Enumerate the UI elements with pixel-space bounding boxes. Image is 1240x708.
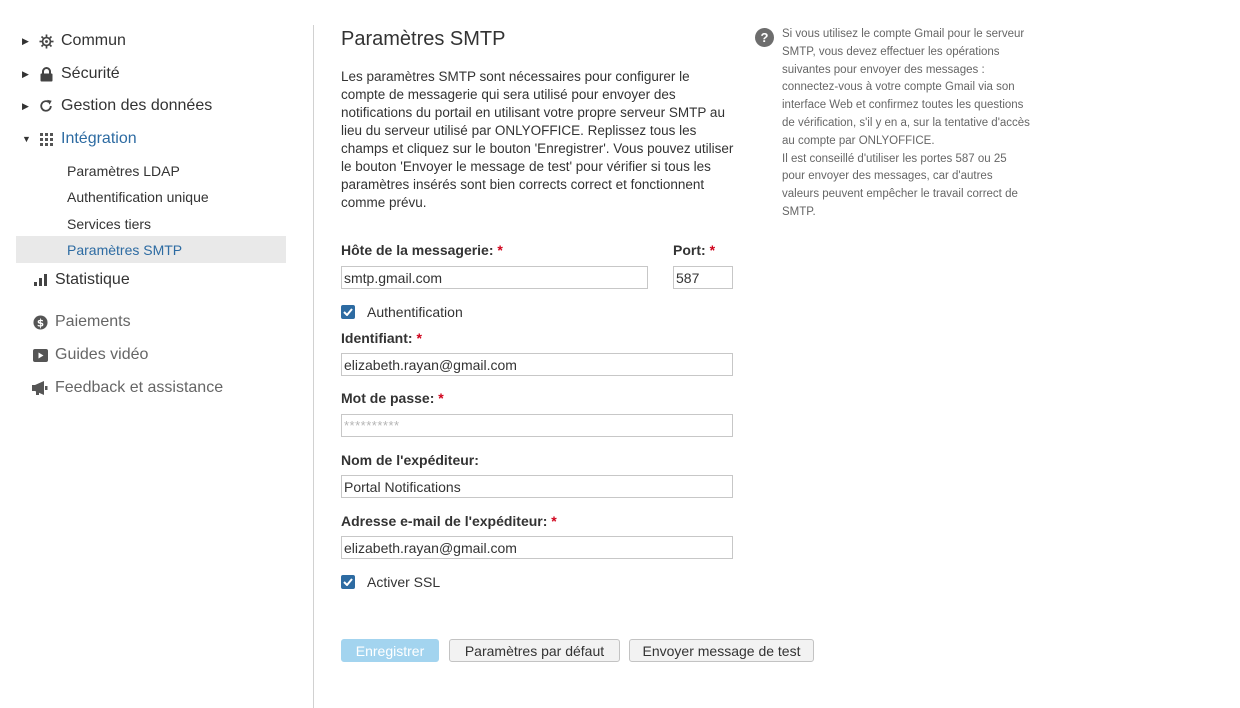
sidebar-subitem-smtp[interactable]: Paramètres SMTP <box>16 236 286 263</box>
sender-email-input[interactable] <box>341 536 733 559</box>
password-label <box>341 390 444 406</box>
sidebar-item-label: Guides vidéo <box>55 346 149 363</box>
sender-email-label-text: Adresse e-mail de l'expéditeur: <box>341 513 548 529</box>
sidebar-item-commun[interactable] <box>16 26 286 56</box>
required-mark: * <box>497 242 503 258</box>
required-mark: * <box>438 390 444 406</box>
sidebar-item-label: Intégration <box>61 130 137 147</box>
sender-name-label: Nom de l'expéditeur: <box>341 452 479 468</box>
caret-right-icon: ▶ <box>22 68 29 79</box>
video-icon <box>31 347 49 363</box>
sidebar-item-securite[interactable] <box>16 59 286 89</box>
grid-icon <box>37 131 55 147</box>
sidebar-item-integration[interactable] <box>16 124 286 154</box>
help-paragraph-ports: Il est conseillé d'utiliser les portes 587 ou 25 pour envoyer des messages, car d'autres valeurs peuvent empêcher le travail correct de SMTP. <box>782 152 1018 218</box>
sidebar-item-label: Commun <box>61 32 126 49</box>
page-title: Paramètres SMTP <box>341 28 506 50</box>
sidebar-item-label: Sécurité <box>61 65 120 82</box>
sidebar-item-label: Gestion des données <box>61 97 213 114</box>
required-mark: * <box>551 513 557 529</box>
help-text <box>782 26 1032 222</box>
ssl-label: Activer SSL <box>367 574 441 590</box>
ssl-checkbox[interactable] <box>341 575 355 589</box>
required-mark: * <box>416 330 422 346</box>
refresh-icon <box>37 98 55 114</box>
question-circle-icon: ? <box>755 28 774 47</box>
sidebar-item-gestion-donnees[interactable] <box>16 91 286 121</box>
svg-text:$: $ <box>36 316 44 329</box>
password-input[interactable] <box>341 414 733 437</box>
password-label-text: Mot de passe: <box>341 390 435 406</box>
bar-chart-icon <box>31 272 49 288</box>
sidebar-item-feedback[interactable] <box>16 373 286 403</box>
sidebar-item-guides-video[interactable] <box>16 340 286 370</box>
login-input[interactable] <box>341 353 733 376</box>
megaphone-icon <box>31 380 49 396</box>
save-button[interactable]: Enregistrer <box>341 639 439 662</box>
sender-name-input[interactable] <box>341 475 733 498</box>
port-input[interactable] <box>673 266 733 289</box>
caret-right-icon: ▶ <box>22 35 29 46</box>
required-mark: * <box>709 242 716 258</box>
sidebar-subitem-services-tiers[interactable]: Services tiers <box>67 215 152 232</box>
sidebar-subitem-ldap[interactable]: Paramètres LDAP <box>67 162 180 179</box>
sidebar-item-label: Feedback et assistance <box>55 379 224 396</box>
ssl-checkbox-row[interactable] <box>341 572 440 592</box>
sender-email-label <box>341 513 557 529</box>
caret-down-icon: ▼ <box>22 134 31 144</box>
sidebar-divider <box>313 25 314 708</box>
dollar-circle-icon <box>31 314 49 330</box>
sidebar-item-paiements[interactable] <box>16 307 286 337</box>
sidebar-item-statistique[interactable] <box>16 265 286 295</box>
host-label-text: Hôte de la messagerie: <box>341 242 494 258</box>
authentication-label: Authentification <box>367 304 463 320</box>
sidebar-item-label: Paiements <box>55 313 131 330</box>
caret-right-icon: ▶ <box>22 100 29 111</box>
host-input[interactable] <box>341 266 648 289</box>
authentication-checkbox-row[interactable] <box>341 302 463 322</box>
login-label <box>341 330 422 346</box>
help-paragraph-gmail: Si vous utilisez le compte Gmail pour le serveur SMTP, vous devez effectuer les opérations suivantes pour envoyer des messages : connectez-vous à votre compte Gmail via son interface Web et confirmez toutes les questions de vérification, s'il y en a, sur la tentative d'accès au compte par ONLYOFFICE. <box>782 28 1030 147</box>
sidebar-subitem-sso[interactable]: Authentification unique <box>67 188 209 205</box>
authentication-checkbox[interactable] <box>341 305 355 319</box>
port-label-text: Port: <box>673 242 706 258</box>
port-label <box>673 242 715 258</box>
host-label <box>341 242 503 258</box>
sidebar-item-label: Statistique <box>55 271 130 288</box>
page-description: Les paramètres SMTP sont nécessaires pour configurer le compte de messagerie qui sera utilisé pour envoyer des notifications du portail en utilisant votre propre serveur SMTP au lieu du serveur utilisé par ONLYOFFICE. Replissez tous les champs et cliquez sur le bouton 'Enregistrer'. Vous pouvez utiliser le bouton 'Envoyer le message de test' pour vérifier si tous les paramètres insérés sont bien corrects correct et fonctionnent comme prévu. <box>341 69 734 210</box>
send-test-message-button[interactable]: Envoyer message de test <box>629 639 814 662</box>
default-settings-button[interactable]: Paramètres par défaut <box>449 639 620 662</box>
lock-icon <box>37 66 55 82</box>
login-label-text: Identifiant: <box>341 330 413 346</box>
gear-icon <box>37 33 55 49</box>
